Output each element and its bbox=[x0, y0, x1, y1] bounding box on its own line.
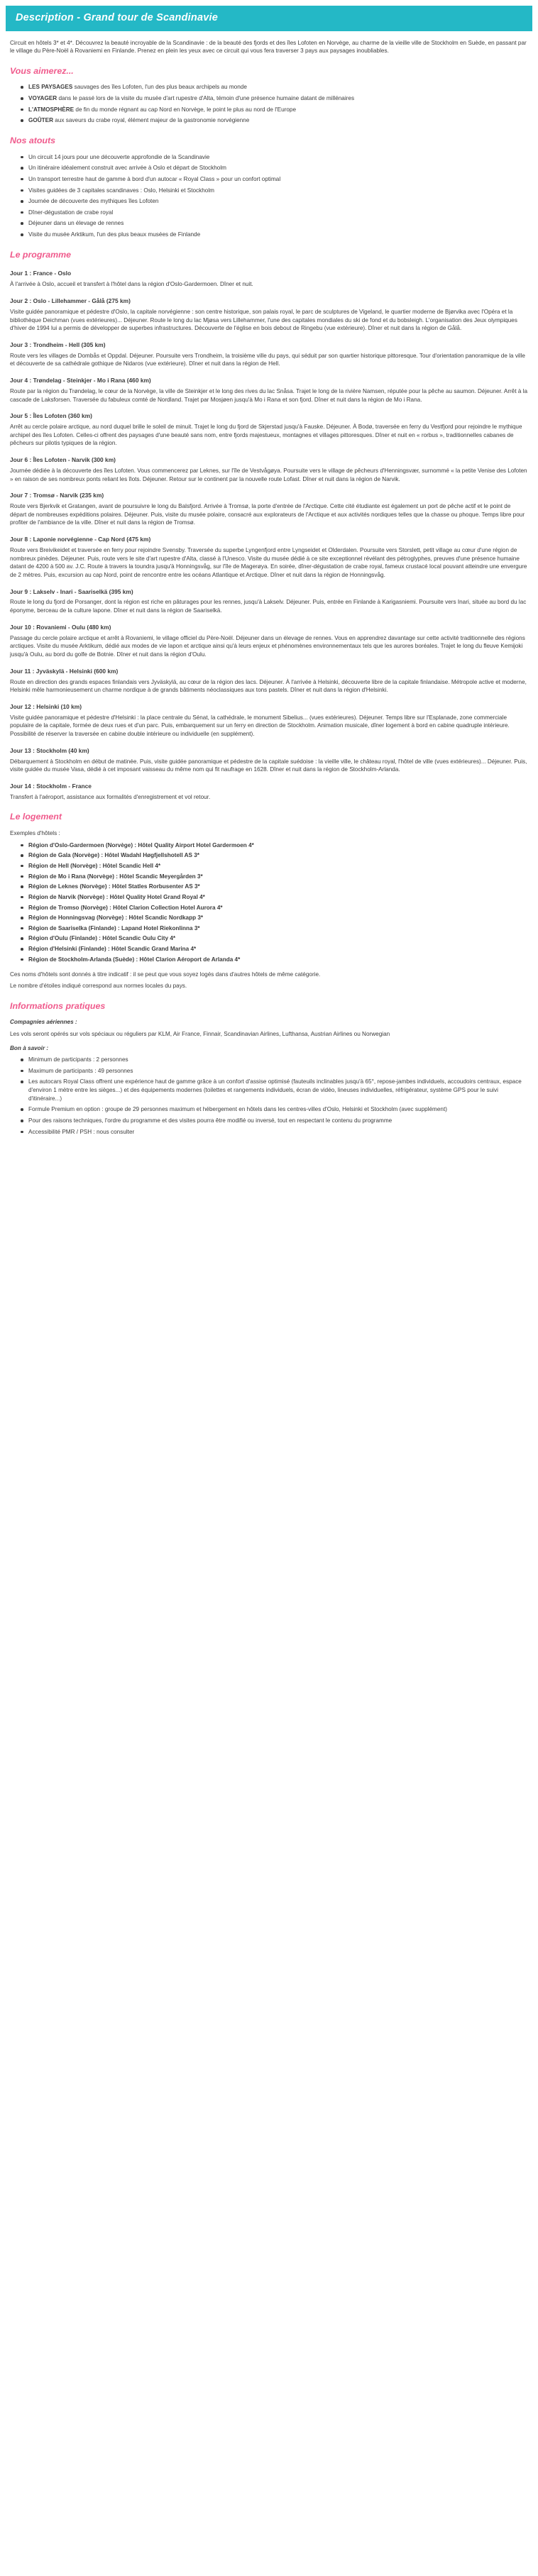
day-body: Visite guidée panoramique et pédestre d'Helsinki : la place centrale du Sénat, la cathédrale, le monument Sibelius... (vues extérieures). Déjeuner. Temps libre sur l'Esplanade, zone commerciale populaire de la capitale, formée de deux rues et d'un parc. Puis, embarquement sur un ferry en direction de Stockholm. Animation musicale, dîner logement à bord en cabine quadruple intérieure. Possibilité de réserver la traversée en cabine double intérieure ou individuelle (en supplément). bbox=[10, 714, 510, 738]
vous-aimerez-list bbox=[10, 83, 528, 125]
airlines-subtitle: Compagnies aériennes : bbox=[10, 1019, 77, 1026]
section-heading-vous-aimerez: Vous aimerez... bbox=[10, 65, 74, 76]
list-item: Maximum de participants : 49 personnes bbox=[28, 1067, 528, 1076]
list-item bbox=[28, 94, 528, 103]
day-entry bbox=[10, 377, 528, 404]
list-item: Région d'Helsinki (Finlande) : Hôtel Scandic Grand Marina 4* bbox=[28, 945, 528, 953]
list-item: Visite du musée Arktikum, l'un des plus beaux musées de Finlande bbox=[28, 231, 528, 239]
day-entry bbox=[10, 492, 528, 527]
list-item: Accessibilité PMR / PSH : nous consulter bbox=[28, 1128, 528, 1137]
section-heading-programme: Le programme bbox=[10, 249, 72, 260]
day-entry bbox=[10, 456, 528, 483]
list-item: Pour des raisons techniques, l'ordre du programme et des visites pourra être modifié ou inversé, tout en respectant le contenu du programme bbox=[28, 1117, 528, 1125]
day-title: Jour 11 : Jyväskylä - Helsinki (600 km) bbox=[10, 667, 119, 675]
day-entry bbox=[10, 703, 528, 739]
day-title: Jour 7 : Tromsø - Narvik (235 km) bbox=[10, 492, 104, 499]
list-item: Région de Stockholm-Arlanda (Suède) : Hôtel Clarion Aéroport de Arlanda 4* bbox=[28, 956, 528, 964]
day-title: Jour 12 : Helsinki (10 km) bbox=[10, 702, 82, 710]
nos-atouts-list bbox=[10, 153, 528, 239]
list-item-bold: L'ATMOSPHÈRE bbox=[28, 106, 75, 113]
day-body: Journée dédiée à la découverte des îles Lofoten. Vous commencerez par Leknes, sur l'île de Vestvågøya. Poursuite vers le village de pêcheurs d'Henningsvær, surnommé « la petite Venise des Lofoten » en raison de ses nombreux ponts reliant les îlots. Déjeuner. Retour sur le continent par la nouvelle route Lofast. Dîner et nuit dans la région de Narvik. bbox=[10, 467, 527, 482]
day-body: Visite guidée panoramique et pédestre d'Oslo, la capitale norvégienne : son centre historique, son palais royal, le parc de sculptures de Vigeland, le quartier moderne de Bjørvika avec l'Opéra et la bibliothèque Deichman (vues extérieures)... Déjeuner. Route le long du lac Mjøsa vers Lillehammer, l'une des capitales mondiales du ski de fond et du bobsleigh. L'organisation des Jeux olympiques d'hiver de 1994 lui a permis de développer de superbes infrastructures. Découverte de l'église en bois debout de Ringebu (vue extérieure). Dîner et nuit dans la région de Gålå. bbox=[10, 308, 517, 332]
day-entry bbox=[10, 270, 528, 289]
day-body: Route vers Breivikeidet et traversée en ferry pour rejoindre Svensby. Traversée du superbe Lyngenfjord entre Lyngseidet et Olderdalen. Poursuite vers Storslett, petit village au cœur d'une région de nombreux pinèdes. Déjeuner. Puis, route vers le site d'art rupestre d'Alta, classé à l'Unesco. Visite du musée dédié à ce site exceptionnel révélant des pétroglyphes, preuves d'une présence humaine datant de 4200 à 500 av. J.C. Route à travers la toundra jusqu'à Honningsvåg, sur l'île de Magerøya. En soirée, dîner-dégustation de crabe royal, fameux crustacé local pouvant atteindre une envergure de 2 mètres. Puis, excursion au cap Nord, point de rencontre entre les océans Atlantique et Arctique. Dîner et nuit dans la région de Honningsvåg. bbox=[10, 547, 527, 578]
list-item: Région de Saariselka (Finlande) : Lapand Hotel Riekonlinna 3* bbox=[28, 924, 528, 933]
list-item: Région de Narvik (Norvège) : Hôtel Quality Hotel Grand Royal 4* bbox=[28, 893, 528, 902]
day-entry bbox=[10, 588, 528, 615]
day-title: Jour 6 : Îles Lofoten - Narvik (300 km) bbox=[10, 456, 116, 464]
list-item-bold: LES PAYSAGES bbox=[28, 84, 73, 91]
day-body: Arrêt au cercle polaire arctique, au nord duquel brille le soleil de minuit. Trajet le long du fjord de Skjerstad jusqu'à Fauske. Déjeuner. À Bodø, traversée en ferry du Vestfjord pour rejoindre le mythique archipel des îles Lofoten. Celles-ci offrent des paysages d'une beauté sans nom, entre fjords majestueux, montagnes et villages pittoresques. Dîner et nuit en « rorbus », traditionnelles cabanes de pêcheurs sur pilotis typiques de la région. bbox=[10, 424, 522, 447]
list-item-text: de fin du monde régnant au cap Nord en Norvège, le point le plus au nord de l'Europe bbox=[74, 106, 297, 113]
bon-a-savoir-list bbox=[10, 1056, 528, 1136]
list-item: Région de Tromso (Norvège) : Hôtel Clarion Collection Hotel Aurora 4* bbox=[28, 904, 528, 912]
day-title: Jour 1 : France - Oslo bbox=[10, 270, 72, 277]
list-item: Visites guidées de 3 capitales scandinaves : Oslo, Helsinki et Stockholm bbox=[28, 187, 528, 195]
day-entry bbox=[10, 624, 528, 659]
section-heading-infos-pratiques: Informations pratiques bbox=[10, 1000, 106, 1011]
list-item-text: sauvages des îles Lofoten, l'un des plus beaux archipels au monde bbox=[72, 84, 247, 91]
day-title: Jour 5 : Îles Lofoten (360 km) bbox=[10, 412, 92, 420]
day-body: Route vers Bjerkvik et Gratangen, avant de poursuivre le long du Balsfjord. Arrivée à Tromsø, la porte d'entrée de l'Arctique. Cette cité étudiante est également un port de pêche actif et le point de départ de nombreuses expéditions polaires. Déjeuner. Puis, visite du musée polaire, consacré aux explorateurs de l'Arctique et aux activités nordiques telles que la chasse ou phoque. Temps libre pour profiter de l'ambiance de la ville. Dîner et nuit dans la région de Tromsø. bbox=[10, 503, 525, 526]
airlines-text: Les vols seront opérés sur vols spéciaux ou réguliers par KLM, Air France, Finnair, Scandinavian Airlines, Lufthansa, Austrian Airlines ou Norwegian bbox=[10, 1030, 390, 1037]
list-item-text: aux saveurs du crabe royal, élément majeur de la gastronomie norvégienne bbox=[53, 117, 250, 124]
day-body: Route par la région du Trøndelag, le cœur de la Norvège, la ville de Steinkjer et le long des rives du lac Snåsa. Trajet le long de la rivière Namsen, réputée pour la pêche au saumon. Déjeuner. Arrêt à la cascade de Laksforsen. Traversée du fabuleux comté de Nordland. Trajet par Mosjøen jusqu'à Mo i Rana et son fjord. Dîner et nuit dans la région de Mo i Rana. bbox=[10, 387, 528, 403]
day-body: Route le long du fjord de Porsanger, dont la région est riche en pâturages pour les rennes, jusqu'à Lakselv. Déjeuner. Puis, entrée en Finlande à Karigasniemi. Poursuite vers Inari, située au bord du lac éponyme, berceau de la culture lapone. Dîner et nuit dans la région de Saariselkä. bbox=[10, 599, 527, 614]
section-heading-nos-atouts: Nos atouts bbox=[10, 136, 56, 146]
day-entry bbox=[10, 297, 528, 333]
list-item bbox=[28, 106, 528, 114]
day-title: Jour 13 : Stockholm (40 km) bbox=[10, 746, 89, 754]
list-item: Un itinéraire idéalement construit avec arrivée à Oslo et départ de Stockholm bbox=[28, 164, 528, 172]
list-item bbox=[28, 116, 528, 125]
list-item: Minimum de participants : 2 personnes bbox=[28, 1056, 528, 1064]
day-entry bbox=[10, 747, 528, 774]
list-item: Déjeuner dans un élevage de rennes bbox=[28, 219, 528, 228]
day-title: Jour 2 : Oslo - Lillehammer - Gålå (275 km) bbox=[10, 297, 131, 304]
day-body: À l'arrivée à Oslo, accueil et transfert à l'hôtel dans la région d'Oslo-Gardermoen. Dîner et nuit. bbox=[10, 281, 253, 288]
list-item-bold: GOÛTER bbox=[28, 117, 54, 124]
list-item bbox=[28, 83, 528, 92]
list-item: Les autocars Royal Class offrent une expérience haut de gamme grâce à un confort d'assise optimisé (fauteuils inclinables jusqu'à 65°, repose-jambes individuels, accoudoirs centraux, espace d'environ 1 mètre entre les sièges...) et des équipements modernes (toilettes et rangements individuels, écran de vidéo, lineuses individuelles, réfrigérateur, système GPS pour le suivi d'itinéraire...) bbox=[28, 1078, 528, 1102]
day-entry bbox=[10, 412, 528, 448]
day-entry bbox=[10, 536, 528, 579]
document-page bbox=[0, 6, 538, 1164]
day-title: Jour 10 : Rovaniemi - Oulu (480 km) bbox=[10, 623, 111, 631]
hotels-note-stars: Le nombre d'étoiles indiqué correspond aux normes locales du pays. bbox=[10, 983, 187, 989]
day-title: Jour 8 : Laponie norvégienne - Cap Nord (475 km) bbox=[10, 536, 151, 543]
day-title: Jour 9 : Lakselv - Inari - Saariselkä (395 km) bbox=[10, 587, 133, 595]
list-item: Région de Hell (Norvège) : Hôtel Scandic Hell 4* bbox=[28, 862, 528, 870]
hotels-intro: Exemples d'hôtels : bbox=[10, 830, 60, 837]
day-title: Jour 14 : Stockholm - France bbox=[10, 782, 92, 790]
day-body: Passage du cercle polaire arctique et arrêt à Rovaniemi, le village officiel du Père-Noël. Déjeuner dans un élevage de rennes. Vous en apprendrez davantage sur cette activité traditionnelle des régions arctiques. Visite du musée Arktikum, dédié aux modes de vie lapon et arctique ainsi qu'à leurs enjeux et phénomènes environnementaux tels que les aurores boréales. Trajet le long du fleuve Kemijoki jusqu'à Oulu, au bord du golfe de Botnie. Dîner et nuit dans la région d'Oulu. bbox=[10, 634, 525, 658]
list-item: Formule Premium en option : groupe de 29 personnes maximum et hébergement en hôtels dans les centres-villes d'Oslo, Helsinki et Stockholm (avec supplément) bbox=[28, 1105, 528, 1114]
list-item: Un circuit 14 jours pour une découverte approfondie de la Scandinavie bbox=[28, 153, 528, 162]
day-entry bbox=[10, 341, 528, 368]
day-body: Route vers les villages de Dombås et Oppdal. Déjeuner. Poursuite vers Trondheim, la troisième ville du pays, qui séduit par son quartier historique pittoresque. Tour d'orientation panoramique de la ville et découverte de sa cathédrale gothique de Nidaros (vue extérieure). Dîner et nuit dans la région de Hell. bbox=[10, 352, 525, 367]
day-entry bbox=[10, 668, 528, 695]
day-title: Jour 3 : Trondheim - Hell (305 km) bbox=[10, 341, 106, 348]
list-item: Région de Mo i Rana (Norvège) : Hôtel Scandic Meyergården 3* bbox=[28, 873, 528, 881]
hotels-list bbox=[10, 841, 528, 964]
list-item: Région d'Oslo-Gardermoen (Norvège) : Hôtel Quality Airport Hotel Gardermoen 4* bbox=[28, 841, 528, 850]
day-body: Débarquement à Stockholm en début de matinée. Puis, visite guidée panoramique et pédestre de la capitale suédoise : la vieille ville, le château royal, l'hôtel de ville (vues extérieures)... Déjeuner. Puis, visite guidée du musée Vasa, dédié à cet imposant vaisseau du même nom qui fit naufrage en 1628. Dîner et nuit dans la région de Stockholm-Arlanda. bbox=[10, 758, 527, 773]
list-item: Région de Leknes (Norvège) : Hôtel Statles Rorbusenter AS 3* bbox=[28, 883, 528, 891]
day-body: Transfert à l'aéroport, assistance aux formalités d'enregistrement et vol retour. bbox=[10, 793, 211, 800]
list-item: Dîner-dégustation de crabe royal bbox=[28, 209, 528, 217]
bon-a-savoir-subtitle: Bon à savoir : bbox=[10, 1044, 49, 1051]
day-body: Route en direction des grands espaces finlandais vers Jyväskylä, au cœur de la région des lacs. Déjeuner. À l'arrivée à Helsinki, découverte libre de la capitale finlandaise. Métropole active et moderne, Helsinki mêle harmonieusement un charme nordique à de grands bâtiments néoclassiques aux tons pastels. Dîner et nuit dans la région d'Helsinki. bbox=[10, 678, 527, 694]
day-title: Jour 4 : Trøndelag - Steinkjer - Mo i Rana (460 km) bbox=[10, 376, 151, 384]
page-title: Description - Grand tour de Scandinavie bbox=[16, 12, 218, 23]
section-heading-logement: Le logement bbox=[10, 812, 62, 822]
list-item: Région d'Oulu (Finlande) : Hôtel Scandic Oulu City 4* bbox=[28, 934, 528, 943]
list-item: Région de Gala (Norvège) : Hôtel Wadahl Høgfjellshotell AS 3* bbox=[28, 851, 528, 860]
list-item: Un transport terrestre haut de gamme à bord d'un autocar « Royal Class » pour un confort optimal bbox=[28, 175, 528, 184]
list-item-bold: VOYAGER bbox=[28, 95, 57, 102]
list-item: Journée de découverte des mythiques îles Lofoten bbox=[28, 197, 528, 206]
page-header-banner bbox=[6, 6, 532, 31]
document-content bbox=[0, 39, 538, 1137]
hotels-note-category: Ces noms d'hôtels sont donnés à titre indicatif : il se peut que vous soyez logés dans d'autres hôtels de même catégorie. bbox=[10, 971, 321, 978]
day-entry bbox=[10, 783, 528, 802]
list-item-text: dans le passé lors de la visite du musée d'art rupestre d'Alta, témoin d'une présence humaine datant de millénaires bbox=[57, 95, 355, 102]
intro-paragraph: Circuit en hôtels 3* et 4*. Découvrez la beauté incroyable de la Scandinavie : de la beauté des fjords et des îles Lofoten en Norvège, au charme de la vieille ville de Stockholm en Suède, en passant par le village du Père-Noël à Rovaniemi en Finlande. Prenez en plein les yeux avec ce circuit qui vous fera traverser 3 pays aux paysages inoubliables. bbox=[10, 39, 527, 55]
list-item: Région de Honningsvag (Norvège) : Hôtel Scandic Nordkapp 3* bbox=[28, 914, 528, 922]
